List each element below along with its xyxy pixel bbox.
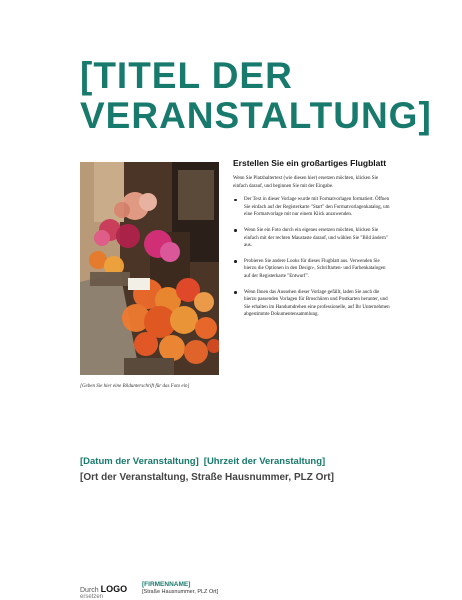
content-column bbox=[233, 158, 393, 327]
event-time: [Uhrzeit der Veranstaltung] bbox=[203, 456, 326, 467]
logo-placeholder[interactable] bbox=[80, 584, 127, 600]
flower-photo[interactable] bbox=[80, 162, 219, 375]
company-address: [Straße Hausnummer, PLZ Ort] bbox=[142, 589, 219, 595]
event-location: [Ort der Veranstaltung, Straße Hausnummer, PLZ Ort] bbox=[80, 472, 334, 483]
content-bullet: Wenn Ihnen das Aussehen dieser Vorlage gefällt, laden Sie auch die hierzu passenden Vorlagen für Broschüren und Postkarten herunter, und Sie erhalten im Handumdrehen eine professionelle, auf Ihr Unternehmen abgestimmte Dokumentensammlung. bbox=[244, 289, 393, 319]
event-date-time-row bbox=[80, 456, 440, 467]
photo-caption: [Geben Sie hier eine Bildunterschrift für das Foto ein] bbox=[80, 384, 190, 389]
event-details bbox=[80, 456, 440, 483]
content-bullet: Wenn Sie ein Foto durch ein eigenes ersetzen möchten, klicken Sie einfach mit der rechten Maustaste darauf, und wählen Sie "Bild ändern" aus. bbox=[244, 227, 393, 250]
content-bullet: Der Text in dieser Vorlage wurde mit Formatvorlagen formatiert. Öffnen Sie einfach auf der Registerkarte "Start" den Formatvorlagenkatalog, um eine Formatvorlage mit nur einem Klick anzuwenden. bbox=[244, 196, 393, 219]
flower-photo-graphic bbox=[80, 162, 219, 375]
event-date: [Datum der Veranstaltung] bbox=[80, 456, 199, 467]
company-name: [FIRMENNAME] bbox=[142, 581, 191, 588]
content-heading: Erstellen Sie ein großartiges Flugblatt bbox=[233, 158, 387, 168]
footer bbox=[80, 581, 280, 600]
logo-suffix: ersetzen bbox=[80, 594, 104, 600]
company-block bbox=[142, 581, 218, 595]
logo-word: LOGO bbox=[100, 584, 128, 594]
logo-prefix: Durch bbox=[80, 587, 99, 594]
content-bullet-list bbox=[233, 196, 393, 319]
content-intro: Wenn Sie Platzhaltertext (wie diesen hier) ersetzen möchten, klicken Sie einfach darauf, und beginnen Sie mit der Eingabe. bbox=[233, 176, 379, 189]
content-bullet: Probieren Sie andere Looks für dieses Flugblatt aus. Verwenden Sie hierzu die Optionen in den Design-, Schriftarten- und Farbenkatalogen auf der Registerkarte "Entwurf". bbox=[244, 258, 393, 281]
event-title: [TITEL DER VERANSTALTUNG] bbox=[80, 55, 432, 136]
